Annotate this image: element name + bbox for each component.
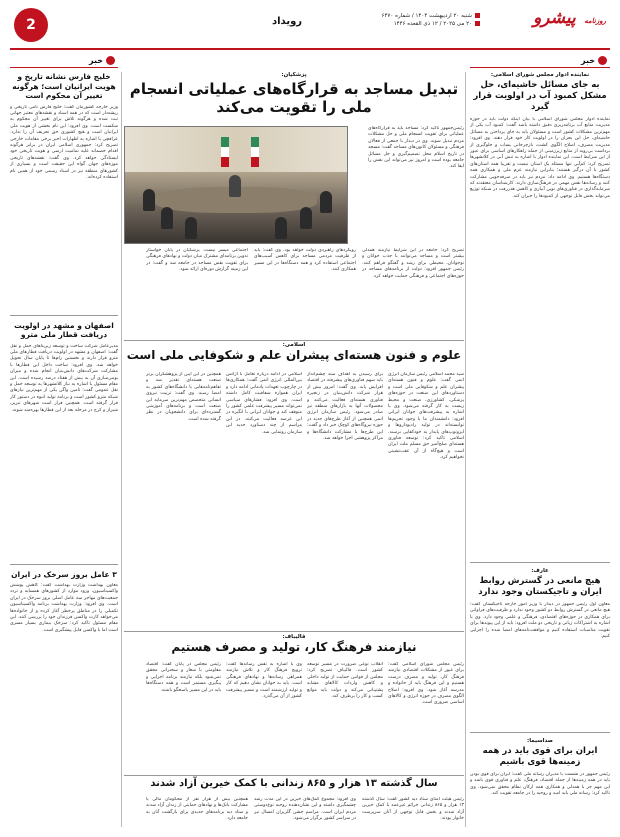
masthead [10,6,610,50]
story-headline: اصفهان و مشهد در اولویت دریافت قطار ملی مترو [14,320,114,339]
circle-marker-icon [598,56,607,65]
divider [470,562,610,563]
left-column [10,72,118,827]
science-story-columns [124,372,464,627]
story-kicker: نماینده ادوار مجلس شورای اسلامی: [490,72,590,78]
right-story-2 [470,568,610,727]
story-headline: نیازمند فرهنگ کار، تولید و مصرف هستیم [171,640,417,654]
science-story-header [124,342,464,363]
logo-main: پیشرو [533,8,576,28]
divider [10,315,118,316]
left-story-3 [10,570,118,734]
main-story-kicker: پزشکیان: [281,72,307,78]
section-title: رویداد [272,16,303,27]
story-body: معاون اول رئیس جمهور در دیدار با وزیر امور خارجه تاجیکستان گفت: هیچ مانعی در گسترش روابط دو کشور وجود ندارد و ظرفیت‌های فراوانی برای همکاری در حوزه‌های اقتصادی، فرهنگی و علمی وجود دارد. وی با اشاره به اشتراکات زبانی و تاریخی دو ملت افزود: باید از این پیوندها برای تقویت مناسبات استفاده کنیم و موافقت‌نامه‌های امضا شده را اجرایی کنیم. [470,602,610,640]
main-story-lead: رئیس‌جمهور تاکید کرد: مساجد باید به قرارگاه‌های عملیاتی برای تقویت انسجام ملی و حل مشکلات مردم تبدیل شوند. وی در دیدار با جمعی از فعالان فرهنگی و مسئولان کانون‌های مساجد گفت: مسجد در تاریخ اسلام محل تصمیم‌گیری و حل مسائل جامعه بوده است و امروز نیز می‌تواند این نقش را ایفا کند. [368,126,464,170]
left-column-header [10,56,118,68]
story-kicker: صداسیما: [527,738,553,744]
story-kicker: قالیباف: [282,634,306,640]
column-rule [465,72,466,827]
story-body: نماینده ادوار مجلس شورای اسلامی با بیان اینکه دولت باید در حوزه مدیریت منابع آب برنامه‌ریزی دقیق داشته باشد گفت: کمبود آب یکی از مهم‌ترین مشکلات کشور است و مسئولان باید به جای پرداختن به مسائل حاشیه‌ای، حل این بحران را در اولویت کار خود قرار دهند. وی افزود: مدیریت مصرف، اصلاح الگوی کشت، بازچرخانی پساب و جلوگیری از برداشت بی‌رویه از منابع زیرزمینی از جمله راهکارهای اساسی برای عبور از این شرایط است. این نماینده ادوار با اشاره به تنش آبی در کلانشهرها تصریح کرد: کم‌آبی تنها مسئله یک استان نیست و تقریبا همه استان‌های کشور با آن درگیر هستند؛ بنابراین نیازمند عزم ملی و همکاری همه دستگاه‌ها هستیم. وی ادامه داد: مردم نیز باید در صرفه‌جویی مشارکت کنند و رسانه‌ها نقش مهمی در فرهنگ‌سازی دارند. کارشناسان معتقدند که سرمایه‌گذاری در فناوری‌های نوین آبیاری و کاهش هدررفت در شبکه توزیع می‌تواند بخش قابل توجهی از کمبودها را جبران کند. [470,117,610,199]
story-body: مدیرعامل شرکت ساخت و توسعه زیربناهای حمل و نقل گفت: اصفهان و مشهد در اولویت دریافت قطارهای ملی مترو قرار دارند و نخستین رام‌ها تا پایان سال تحویل خواهد شد. وی افزود: ساخت داخل این قطارها با مشارکت شرکت‌های دانش‌بنیان انجام شده و میزان بومی‌سازی آن به بیش از هفتاد درصد رسیده است. این مقام مسئول با اشاره به نیاز کلانشهرها به توسعه حمل و نقل عمومی گفت: تامین واگن یکی از مهم‌ترین نیازهای شبکه مترو کشور است و برنامه تولید انبوه در دستور کار قرار گرفته است. همچنین قرار است شهرهای تبریز، شیراز و کرج در مرحله بعد از این قطارها بهره‌مند شوند. [10,343,118,413]
main-story-col: رویکردهای راهبردی دولت خواهد بود. وی گفت: باید از ظرفیت مردمی مساجد برای کاهش آسیب‌های اجتماعی استفاده کرد و همه دستگاه‌ها در این مسیر همکاری کنند. [254,248,356,273]
story-col: اسلامی در ادامه درباره تعامل با آژانس بین‌المللی انرژی اتمی گفت: همکاری‌ها در چارچوب تعهدات پادمانی ادامه دارد و ایران همواره شفافیت کامل داشته است. وی افزود: فشارهای سیاسی نمی‌تواند مسیر پیشرفت علمی کشور را متوقف کند و جوانان ایرانی با انگیزه در این عرصه فعالیت می‌کنند. در این مراسم از چند دستاورد جدید این سازمان رونمایی شد. [226,372,302,435]
newspaper-logo [533,8,606,28]
prisoners-story-columns [124,797,464,837]
issue-date-line-2: ۲۰ می ۲۰۲۵ / ۱۲ ذی القعده ۱۴۴۶ [393,21,472,27]
column-header-label: خبر [580,56,595,65]
story-col: رئیس مجلس شورای اسلامی گفت: برای عبور از مشکلات اقتصادی نیازمند فرهنگ کار، تولید و مصرف درست هستیم و این فرهنگ باید از خانواده و مدرسه آغاز شود. وی افزود: اصلاح الگوی مصرف در حوزه انرژی و کالاهای اساسی ضروری است. [388,662,464,706]
story-col: همچنین بیش از هزار نفر از محکومان مالی با مشارکت بانک‌ها و نهادهای حمایتی از زندان آزاد شدند و ستاد دیه برنامه‌های جدیدی برای بازگشت آنان به جامعه دارد. [146,797,248,822]
left-story-1 [10,72,118,310]
story-headline: سال گذشته ۱۳ هزار و ۸۶۵ زندانی با کمک خیرین آزاد شدند [150,778,438,789]
right-story-3 [470,738,610,827]
divider [124,631,464,632]
meeting-photo [124,126,348,244]
prisoners-story-header [124,777,464,791]
story-col: همچنین در این آیین از پژوهشگران برتر صنعت هسته‌ای تقدیر شد و تفاهم‌نامه‌هایی با دانشگاه‌های کشور به امضا رسید. وی گفت: تربیت نیروی انسانی متخصص مهم‌ترین سرمایه این صنعت است و برنامه‌های آموزشی گسترده‌ای برای دانشجویان در نظر گرفته شده است. [146,372,221,422]
story-col: برای رسیدن به اهداف سند چشم‌انداز باید سهم فناوری‌های پیشرفته در اقتصاد افزایش یابد. وی گفت: امروز بیش از هزار شرکت دانش‌بنیان در زنجیره فناوری هسته‌ای فعالیت می‌کنند و محصولات آنها به بازارهای منطقه نیز صادر می‌شود. رئیس سازمان انرژی اتمی همچنین از آغاز طرح‌های جدید در حوزه نیروگاه‌های کوچک خبر داد و گفت: این طرح‌ها با مشارکت دانشگاه‌ها و مراکز پژوهشی اجرا خواهد شد. [307,372,383,442]
center-area [124,72,464,827]
square-icon [475,13,480,18]
story-col: وی با اشاره به نقش رسانه‌ها گفت: ترویج فرهنگ کار و تلاش نیازمند همراهی رسانه‌ها و نهادهای فرهنگی است. باید به جوانان نشان دهیم که کار و تولید ارزشمند است و مسیر پیشرفت کشور از آن می‌گذرد. [226,662,302,700]
right-column [470,72,610,827]
main-story-columns [124,248,464,338]
main-story-col: اجتماعی میسر نیست. پزشکیان در پایان خواستار تدوین برنامه‌ای مشترک میان دولت و نهادهای فرهنگی برای تقویت نقش مساجد در جامعه شد و گفت: در این زمینه گزارش دوره‌ای ارائه شود. [146,248,248,273]
column-rule [121,72,122,827]
story-body: رئیس جمهور در نشست با مدیران رسانه ملی گفت: ایران برای قوی بودن باید در همه زمینه‌ها از جمله اقتصاد، فرهنگ، علم و فناوری قوی باشد و این مهم جز با همدلی و همکاری همه ارکان نظام محقق نمی‌شود. وی تاکید کرد: رسانه ملی باید امید و روحیه را در جامعه تقویت کند. [470,772,610,797]
square-icon [475,21,480,26]
story-headline: علوم و فنون هسته‌ای پیشران علم و شکوفایی ملی است [126,348,462,362]
divider [124,775,464,776]
story-col: وی افزود: مجموع کمک‌های خیرین در این مدت رشد چشمگیری داشته و این نشان‌دهنده روحیه نوع‌دوستی مردم ایران است. مراسم جشن گلریزان امسال نیز در سراسر کشور برگزار می‌شود. [254,797,356,822]
main-story-headline: تبدیل مساجد به قرارگاه‌های عملیاتی انسجام ملی را تقویت می‌کند [129,80,459,116]
column-header-label: خبر [88,56,103,65]
story-headline: به جای مسائل حاشیه‌ای، حل مشکل کمبود آب در اولویت قرار گیرد [473,80,607,112]
logo-prefix: روزنامه [584,16,606,25]
main-story-col: تصریح کرد: جامعه در این شرایط نیازمند همدلی بیشتر است و مساجد می‌توانند با جذب جوانان و نوجوانان، محیطی برای رشد و گفتگو فراهم کنند. رئیس جمهور افزود: دولت از برنامه‌های مساجد در حوزه‌های اجتماعی و فرهنگی حمایت خواهد کرد. [362,248,464,279]
story-headline: خلیج فارس نشانه تاریخ و هویت ایرانیان است؛ هرگونه تغییر آن محکوم است [12,72,116,100]
story-body: وزیر خارجه کشورمان گفت: خلیج فارس نامی تاریخی و ریشه‌دار است که در همه اسناد و نقشه‌های معتبر جهانی ثبت شده و هرگونه تلاش برای تغییر آن محکوم به شکست است. وی افزود: این نام بخشی از هویت ملی ایرانیان است و هیچ کشوری حق تحریف آن را ندارد. عراقچی با اشاره به اظهارات اخیر برخی مقامات خارجی تصریح کرد: جمهوری اسلامی ایران در برابر هرگونه اقدام خصمانه علیه تمامیت ارضی و هویت تاریخی خود ایستادگی خواهد کرد. وی گفت: نقشه‌های تاریخی موزه‌های جهان گواه این حقیقت است و بسیاری از کشورهای منطقه نیز در اسناد رسمی خود از همین نام استفاده کرده‌اند. [10,104,118,180]
story-col: انقلاب نوعی ضرورت در مسیر توسعه کشور است. قالیباف تصریح کرد: مجلس از قوانین حمایت از تولید داخلی و کاهش واردات کالاهای مشابه پشتیبانی می‌کند و دولت باید موانع کسب و کار را برطرف کند. [307,662,383,700]
story-headline: ایران برای قوی باید در همه زمینه‌ها قوی باشیم [482,746,598,767]
story-col: سید محمد اسلامی رئیس سازمان انرژی اتمی گفت: علوم و فنون هسته‌ای پیشران علم و شکوفایی ملی است و دستاوردهای این صنعت در حوزه‌های پزشکی، کشاورزی، صنعت و محیط زیست به کار گرفته می‌شود. وی با اشاره به پیشرفت‌های جوانان ایرانی افزود: دانشمندان ما با وجود تحریم‌ها توانسته‌اند در تولید رادیوداروها و ایزوتوپ‌های پایدار به خودکفایی برسند. اسلامی تاکید کرد: توسعه فناوری هسته‌ای صلح‌آمیز حق مسلم ملت ایران است و هیچ‌گاه از آن عقب‌نشینی نخواهیم کرد. [388,372,464,461]
issue-date-line: شنبه ۲۰ اردیبهشت ۱۴۰۴ / شماره ۶۴۷۰ [381,13,472,19]
issue-info [382,12,480,28]
story-kicker: اسلامی: [282,342,306,348]
divider [470,732,610,733]
culture-story-header [124,634,464,655]
story-col: رئیس هیئت امنای ستاد دیه کشور گفت: سال گذشته ۱۳ هزار و ۸۶۵ زندانی جرائم غیرعمد با کمک خیرین آزاد شدند و بخش قابل توجهی از آنان سرپرست خانوار بودند. [362,797,464,822]
divider [10,564,118,565]
page-number-badge: 2 [14,8,48,42]
right-column-header [470,56,610,68]
story-kicker: عارف: [531,568,549,574]
left-story-2 [10,321,118,559]
story-col: رئیس مجلس در پایان گفت: اقتصاد مقاومتی با شعار و سخنرانی محقق نمی‌شود بلکه نیازمند برنامه اجرایی و پیگیری مستمر است و همه دستگاه‌ها باید در این مسیر پاسخگو باشند. [146,662,221,693]
story-headline: ۳ عامل بروز سرخک در ایران [11,569,117,579]
divider [124,340,464,341]
story-headline: هیچ مانعی در گسترش روابط ایران و تاجیکستان وجود ندارد [478,576,602,597]
right-story-1 [470,72,610,557]
story-body: معاون بهداشت وزارت بهداشت گفت: کاهش پوشش واکسیناسیون، ورود موارد از کشورهای همسایه و تردد جمعیت‌های مهاجر سه عامل اصلی بروز سرخک در ایران است. وی افزود: وزارت بهداشت برنامه واکسیناسیون تکمیلی را در مناطق پرخطر آغاز کرده و از خانواده‌ها می‌خواهد کارت واکسن فرزندان خود را بررسی کنند. این مقام مسئول تاکید کرد: سرخک بیماری بسیار مسری است اما با واکسن قابل پیشگیری است. [10,583,118,633]
culture-story-columns [124,662,464,772]
circle-marker-icon [106,56,115,65]
